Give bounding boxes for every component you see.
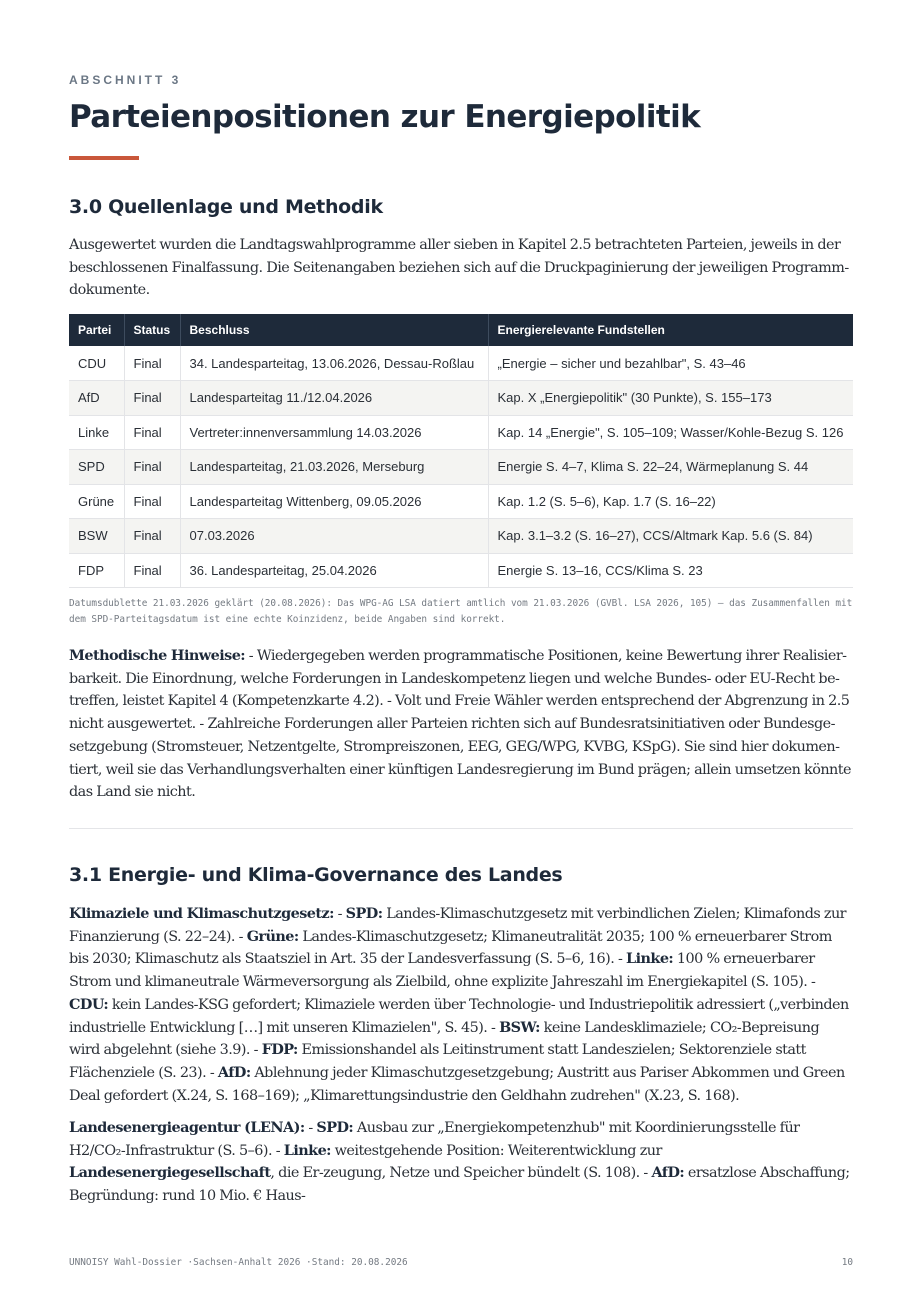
text-run: Landes-Klimaschutzgesetz mit verbindlichen Zielen; Klimafonds zur Finanzierung (S. 22–24). - [69, 906, 847, 945]
cell-status: Final [124, 553, 180, 588]
lena-paragraph [69, 1117, 853, 1208]
text-run: Landes-Klimaschutzgesetz; Klimaneutralität 2035; 100 % erneuerbarer Strom bis 2030; Klimaschutz als Staatsziel in Art. 35 der Landesverfassung (S. 5–6, 16). - [69, 928, 832, 968]
header-fundstellen: Energierelevante Fundstellen [497, 323, 665, 337]
cell-beschluss: Vertreter:innenversammlung 14.03.2026 [180, 415, 488, 450]
cell-beschluss: Landesparteitag, 21.03.2026, Merseburg [180, 450, 488, 485]
party-afd: AfD: [217, 1063, 251, 1081]
cell-beschluss: 07.03.2026 [180, 519, 488, 554]
table-footnote: Datumsdublette 21.03.2026 geklärt (20.08.2026): Das WPG-AG LSA datiert amtlich vom 21.03.2026 (GVBl. LSA 2026, 105) — das Zusammenfallen mit dem SPD-Parteitagsdatum ist eine echte Koinzidenz, beide Angaben sind korrekt. [69, 598, 853, 625]
title-accent-bar [69, 156, 139, 160]
party-spd: SPD: [345, 905, 383, 922]
table-row [69, 553, 853, 588]
party-gruene: Grüne: [246, 927, 299, 945]
footer-text: UNNOISY Wahl-Dossier ·Sachsen-Anhalt 2026 ·Stand: 20.08.2026 [69, 1257, 408, 1268]
text-run: keine Landesklimaziele; CO₂-Bepreisung wird abgelehnt (siehe 3.9). - [69, 1019, 820, 1059]
cell-partei: CDU [69, 346, 124, 381]
method-label: Methodische Hinweise: [69, 647, 246, 664]
text-run: kein Landes-KSG gefordert; Klimaziele werden über Technologie- und Industriepolitik adressiert („verbinden industrielle Entwicklung […] mit unseren Klimazielen", S. 45). - [69, 996, 849, 1036]
text-run: 100 % erneuerbarer Strom und klimaneutrale Wärmeversorgung als Zielbild, ohne explizite Jahreszahl im Energiekapitel (S. 105). - [69, 951, 816, 991]
page-number: 10 [841, 1257, 853, 1268]
method-paragraph [69, 645, 853, 804]
cell-beschluss: Landesparteitag Wittenberg, 09.05.2026 [180, 484, 488, 519]
table-row [69, 519, 853, 554]
party-linke: Linke: [283, 1141, 331, 1159]
cell-partei: FDP [69, 553, 124, 588]
party-afd: AfD: [651, 1164, 685, 1182]
cell-fundstellen: „Energie – sicher und bezahlbar", S. 43–46 [497, 355, 746, 371]
section-kicker: ABSCHNITT 3 [69, 73, 182, 87]
table-row [69, 450, 853, 485]
party-cdu: CDU: [69, 995, 109, 1013]
cell-partei: Grüne [69, 484, 124, 519]
party-spd: SPD: [316, 1119, 354, 1136]
cell-partei: AfD [69, 381, 124, 416]
cell-partei: BSW [69, 519, 124, 554]
party-linke: Linke: [626, 950, 674, 968]
text-run: weitestgehende Position: Weiterentwicklung zur [330, 1142, 662, 1159]
cell-fundstellen: Energie S. 13–16, CCS/Klima S. 23 [497, 562, 703, 578]
cell-fundstellen: Kap. 14 „Energie", S. 105–109; Wasser/Kohle-Bezug S. 126 [497, 424, 844, 440]
cell-fundstellen: Kap. 3.1–3.2 (S. 16–27), CCS/Altmark Kap. 5.6 (S. 84) [497, 528, 813, 544]
klima-paragraph [69, 903, 853, 1107]
cell-fundstellen: Kap. X „Energiepolitik" (30 Punkte), S. 155–173 [497, 390, 772, 406]
text-run: - [333, 906, 346, 922]
table-row [69, 381, 853, 416]
text-run: Ausbau zur „Energiekompetenzhub" mit Koordinierungsstelle für H2/CO₂-Infrastruktur (S. 5–6). - [69, 1120, 800, 1159]
cell-status: Final [124, 519, 180, 554]
cell-beschluss: Landesparteitag 11./12.04.2026 [180, 381, 488, 416]
page-title: Parteienpositionen zur Energiepolitik [69, 99, 701, 135]
table-row [69, 415, 853, 450]
cell-fundstellen: Kap. 1.2 (S. 5–6), Kap. 1.7 (S. 16–22) [497, 493, 716, 509]
section-divider [69, 828, 853, 829]
cell-status: Final [124, 484, 180, 519]
cell-fundstellen: Energie S. 4–7, Klima S. 22–24, Wärmeplanung S. 44 [497, 459, 809, 475]
party-bsw: BSW: [499, 1018, 540, 1036]
text-run: - [304, 1120, 317, 1136]
cell-beschluss: 36. Landesparteitag, 25.04.2026 [180, 553, 488, 588]
table-row [69, 346, 853, 381]
text-run: ersatzlose Abschaffung; Begründung: rund 10 Mio. € Haus- [69, 1165, 850, 1205]
cell-status: Final [124, 346, 180, 381]
header-beschluss: Beschluss [180, 314, 488, 346]
cell-status: Final [124, 381, 180, 416]
text-run: Emissionshandel als Leitinstrument statt Landeszielen; Sektorenziele statt Flächenziele (S. 23). - [69, 1042, 806, 1081]
sources-table [69, 314, 853, 588]
lena-label: Landesenergieagentur (LENA): [69, 1119, 305, 1136]
heading-3-1: 3.1 Energie- und Klima-Governance des Landes [69, 864, 563, 886]
landesenergiegesellschaft-term: Landesenergiegesellschaft [69, 1164, 271, 1182]
cell-partei: Linke [69, 415, 124, 450]
party-fdp: FDP: [261, 1041, 298, 1059]
cell-status: Final [124, 450, 180, 485]
header-status: Status [124, 314, 180, 346]
header-partei: Partei [69, 314, 124, 346]
cell-beschluss: 34. Landesparteitag, 13.06.2026, Dessau-Roßlau [180, 346, 488, 381]
intro-paragraph: Ausgewertet wurden die Landtagswahlprogramme aller sieben in Kapitel 2.5 betrachteten Parteien, jeweils in der beschlossenen Finalfassung. Die Seitenangaben beziehen sich auf die Druckpaginierung der jeweiligen Programm-dokumente. [69, 237, 849, 299]
method-text: - Wiedergegeben werden programmatische Positionen, keine Bewertung ihrer Realisier-barkeit. Die Einordnung, welche Forderungen in Landeskompetenz liegen und welche Bundes- oder EU-Recht be-treffen, leistet Kapitel 4 (Kompetenzkarte 4.2). - Volt und Freie Wähler werden entsprechend der Abgrenzung in 2.5 nicht ausgewertet. - Zahlreiche Forderungen aller Parteien richten sich auf Bundesratsinitiativen oder Bundesge-setzgebung (Stromsteuer, Netzentgelte, Strompreiszonen, EEG, GEG/WPG, KVBG, KSpG). Sie sind hier dokumen-tiert, weil sie das Verhandlungsverhalten einer künftigen Landesregierung im Bund prägen; allein umsetzen könnte das Land sie nicht. [69, 648, 851, 801]
text-run: Ablehnung jeder Klimaschutzgesetzgebung; Austritt aus Pariser Abkommen und Green Deal gefordert (X.24, S. 168–169); „Klimarettungsindustrie den Geldhahn zudrehen" (X.23, S. 168). [69, 1064, 845, 1104]
cell-partei: SPD [69, 450, 124, 485]
klima-label: Klimaziele und Klimaschutzgesetz: [69, 905, 334, 922]
table-header [69, 314, 853, 346]
heading-3-0: 3.0 Quellenlage und Methodik [69, 196, 383, 218]
cell-status: Final [124, 415, 180, 450]
table-row [69, 484, 853, 519]
text-run: , die Er-zeugung, Netze und Speicher bündelt (S. 108). - [270, 1165, 652, 1182]
